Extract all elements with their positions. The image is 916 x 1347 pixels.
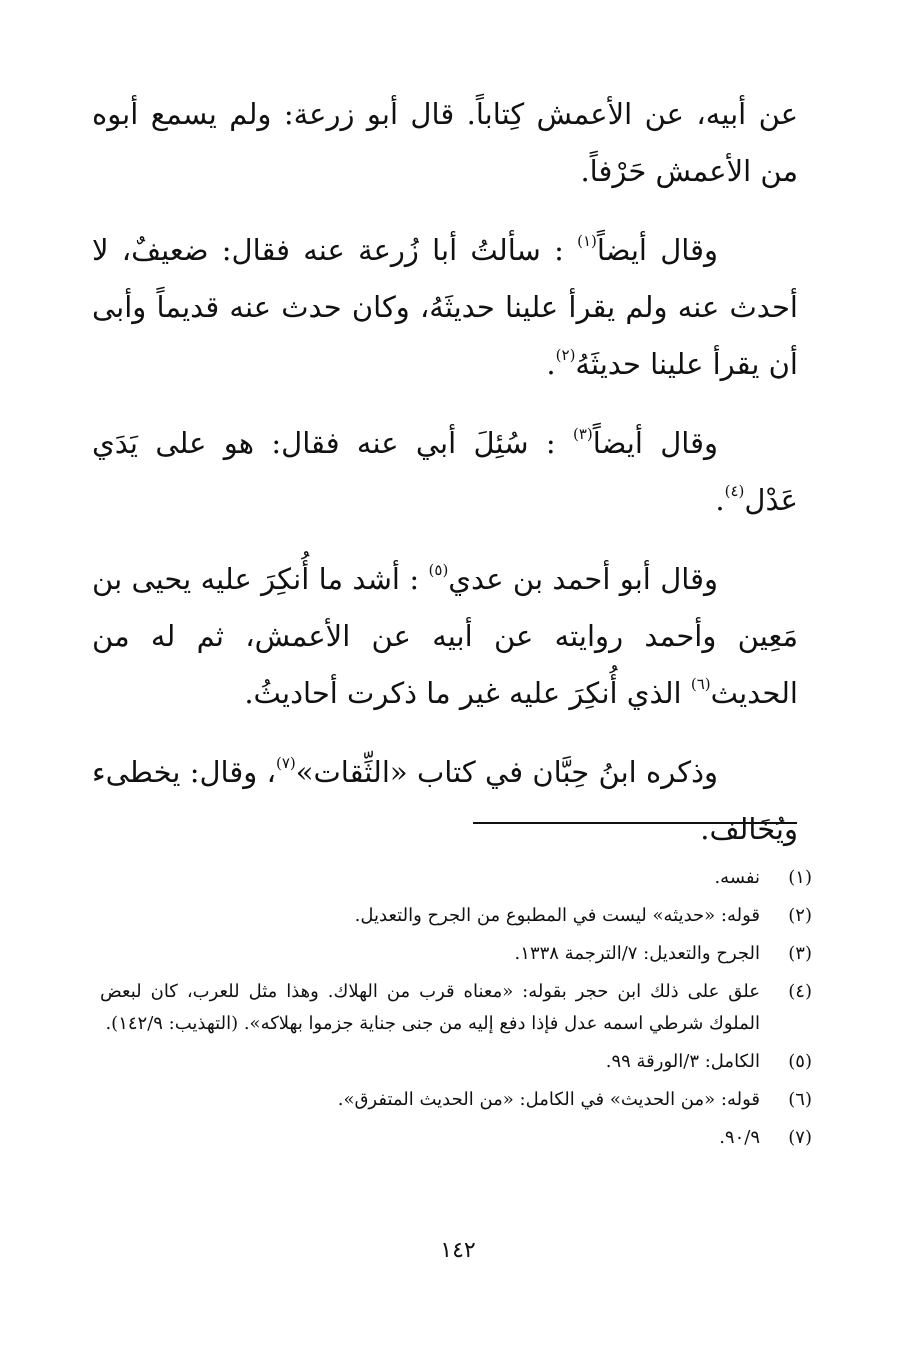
paragraph-3: وقال أيضاً$^{(٣)}$ : سُئِلَ أبي عنه فقال: هو على يَدَي عَدْل$^{(٤)}$. [92, 425, 798, 517]
footnote-number: (٤) [788, 981, 812, 1002]
footnote-ref-1[interactable]: (١) [577, 232, 597, 250]
footnote-text: علق على ذلك ابن حجر بقوله: «معناه قرب من الهلاك. وهذا مثل للعرب، كان لبعض الملوك شرطي اسمه عدل فإذا دفع إليه من جنى جناية جزموا بهلاكه». (التهذيب: ١٤٢/٩). [100, 981, 760, 1034]
footnote-ref-5[interactable]: (٥) [428, 561, 449, 579]
footnote-number: (٥) [788, 1051, 812, 1072]
footnote-text: الكامل: ٣/الورقة ٩٩. [605, 1051, 760, 1072]
footnote-3 [100, 938, 812, 970]
footnote-text: قوله: «من الحديث» في الكامل: «من الحديث المتفرق». [337, 1089, 760, 1110]
footnote-number: (٣) [788, 943, 812, 964]
paragraph-4: وقال أبو أحمد بن عدي$^{(٥)}$ : أشد ما أُنكِرَ عليه يحيى بن مَعِين وأحمد روايته عن أبيه عن الأعمش، ثم له من الحديث$^{(٦)}$ الذي أُنكِرَ عليه غير ما ذكرت أحاديثُ. [92, 561, 798, 710]
footnote-5 [100, 1046, 812, 1078]
paragraph-2: وقال أيضاً$^{(١)}$ : سألتُ أبا زُرعة عنه فقال: ضعيفٌ، لا أحدث عنه ولم يقرأ علينا حديثَهُ، وكان حدث عنه قديماً وأبى أن يقرأ علينا حديثَهُ$^{(٢)}$. [92, 232, 798, 381]
footnote-ref-2[interactable]: (٢) [555, 346, 576, 364]
footnote-text: نفسه. [714, 867, 760, 888]
footnote-ref-3[interactable]: (٣) [572, 425, 593, 443]
footnote-number: (٦) [788, 1089, 812, 1110]
footnote-ref-7[interactable]: (٧) [275, 754, 296, 772]
footnote-text: الجرح والتعديل: ٧/الترجمة ١٣٣٨. [514, 943, 760, 964]
footnote-ref-4[interactable]: (٤) [724, 482, 745, 500]
footnote-6 [100, 1084, 812, 1116]
footnote-divider [473, 822, 797, 824]
footnote-7 [100, 1122, 812, 1154]
footnote-ref-6[interactable]: (٦) [690, 675, 711, 693]
footnote-number: (٢) [788, 905, 812, 926]
page-number: ١٤٢ [440, 1238, 476, 1263]
footnote-2 [100, 900, 812, 932]
footnotes [100, 862, 812, 1160]
paragraph-1: عن أبيه، عن الأعمش كِتاباً. قال أبو زرعة: ولم يسمع أبوه من الأعمش حَرْفاً. [92, 97, 798, 188]
footnote-text: ٩٠/٩. [719, 1127, 760, 1148]
main-text [92, 86, 798, 880]
footnote-1 [100, 862, 812, 894]
paragraph-5: وذكره ابنُ حِبَّان في كتاب «الثِّقات»$^{(٧)}$، وقال: يخطىء ويُخَالف. [92, 754, 798, 846]
footnote-number: (١) [788, 867, 812, 888]
footnote-number: (٧) [788, 1127, 812, 1148]
footnote-4 [100, 976, 812, 1040]
footnote-text: قوله: «حديثه» ليست في المطبوع من الجرح والتعديل. [354, 905, 760, 926]
